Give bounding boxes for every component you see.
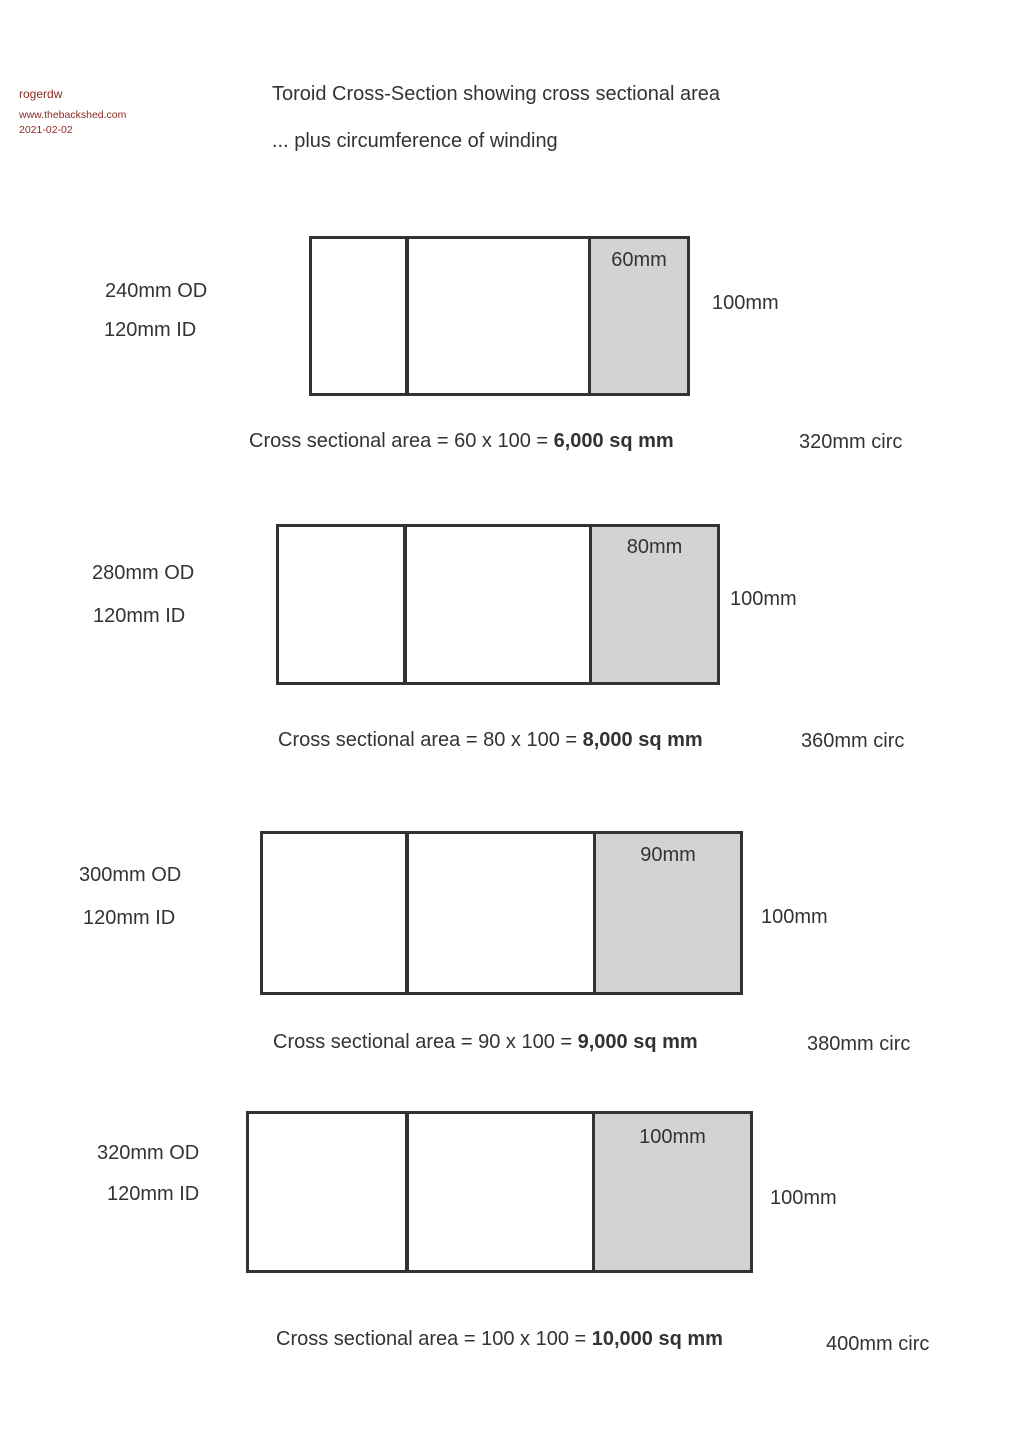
width-label: 90mm [640,844,696,866]
height-label: 100mm [730,588,797,610]
inner-divider [405,834,409,992]
od-label: 240mm OD [105,280,208,302]
area-formula [278,729,703,752]
width-label: 60mm [611,249,667,271]
circ-label: 400mm circ [826,1333,930,1355]
cross-section-rect [276,524,720,685]
date-label: 2021-02-02 [19,124,73,136]
width-label: 100mm [639,1126,706,1148]
od-label: 320mm OD [97,1142,200,1164]
id-label: 120mm ID [83,907,176,929]
area-result: 10,000 sq mm [591,1328,723,1350]
area-result: 8,000 sq mm [582,729,703,751]
area-prefix: Cross sectional area = 90 x 100 = [273,1031,578,1053]
area-formula [276,1328,723,1351]
inner-divider [405,1114,409,1270]
width-label: 80mm [626,536,683,558]
od-label: 300mm OD [79,864,182,886]
cross-section-rect [309,236,690,396]
circ-label: 380mm circ [807,1033,911,1055]
circ-label: 360mm circ [801,730,905,752]
area-prefix: Cross sectional area = 100 x 100 = [276,1328,592,1350]
id-label: 120mm ID [104,319,197,341]
area-result: 9,000 sq mm [577,1031,698,1053]
area-prefix: Cross sectional area = 80 x 100 = [278,729,583,751]
area-formula [249,430,674,453]
height-label: 100mm [712,292,779,314]
inner-divider [403,527,407,682]
area-formula [273,1031,698,1054]
page-title: Toroid Cross-Section showing cross sectional area [272,83,720,105]
cross-section-rect [246,1111,753,1273]
id-label: 120mm ID [107,1183,200,1205]
winding-area [593,834,740,992]
area-result: 6,000 sq mm [553,430,674,452]
winding-area [589,527,717,682]
area-prefix: Cross sectional area = 60 x 100 = [249,430,554,452]
winding-area [588,239,687,393]
author-label: rogerdw [19,87,63,101]
circ-label: 320mm circ [799,431,903,453]
inner-divider [405,239,409,393]
winding-area [592,1114,750,1270]
height-label: 100mm [770,1187,837,1209]
id-label: 120mm ID [93,605,186,627]
site-label: www.thebackshed.com [19,109,127,121]
page-subtitle: ... plus circumference of winding [272,130,558,152]
height-label: 100mm [761,906,828,928]
od-label: 280mm OD [92,562,195,584]
cross-section-rect [260,831,743,995]
